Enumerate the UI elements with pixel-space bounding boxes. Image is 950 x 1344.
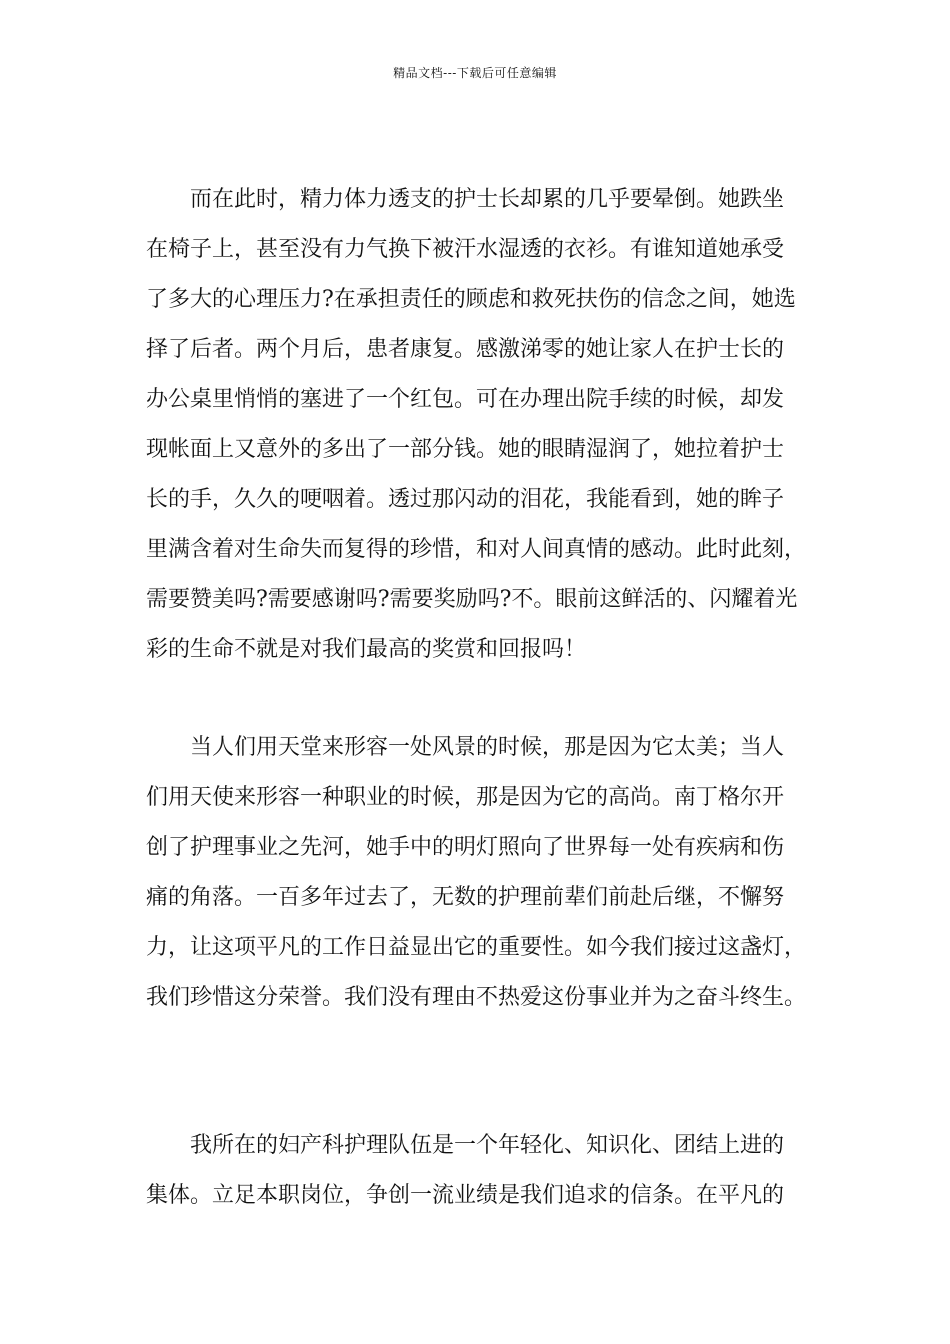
text-line: 里满含着对生命失而复得的珍惜，和对人间真情的感动。此时此刻， [146,537,807,562]
text-line: 痛的角落。一百多年过去了，无数的护理前辈们前赴后继，不懈努 [146,885,785,910]
text-line: 现帐面上又意外的多出了一部分钱。她的眼睛湿润了，她拉着护士 [146,437,785,462]
text-line: 办公桌里悄悄的塞进了一个红包。可在办理出院手续的时候，却发 [146,387,785,412]
text-line: 彩的生命不就是对我们最高的奖赏和回报吗！ [146,637,587,662]
text-line: 集体。立足本职岗位，争创一流业绩是我们追求的信条。在平凡的 [146,1183,785,1208]
text-line: 择了后者。两个月后，患者康复。感激涕零的她让家人在护士长的 [146,337,785,362]
text-line: 在椅子上，甚至没有力气换下被汗水湿透的衣衫。有谁知道她承受 [146,237,785,262]
text-line: 而在此时，精力体力透支的护士长却累的几乎要晕倒。她跌坐 [190,187,785,212]
text-line: 力，让这项平凡的工作日益显出它的重要性。如今我们接过这盏灯， [146,935,807,960]
text-line: 需要赞美吗?需要感谢吗?需要奖励吗?不。眼前这鲜活的、闪耀着光 [146,587,798,612]
paragraph-2 [146,723,826,1023]
text-line: 长的手，久久的哽咽着。透过那闪动的泪花，我能看到，她的眸子 [146,487,785,512]
text-line: 我们珍惜这分荣誉。我们没有理由不热爱这份事业并为之奋斗终生。 [146,985,807,1010]
page-header: 精品文档---下载后可任意编辑 [393,66,557,80]
text-line: 我所在的妇产科护理队伍是一个年轻化、知识化、团结上进的 [190,1133,785,1158]
text-line: 了多大的心理压力?在承担责任的顾虑和救死扶伤的信念之间，她选 [146,287,796,312]
paragraph-1 [146,175,826,675]
paragraph-3 [146,1121,826,1221]
text-line: 当人们用天堂来形容一处风景的时候，那是因为它太美；当人 [190,735,785,760]
text-line: 们用天使来形容一种职业的时候，那是因为它的高尚。南丁格尔开 [146,785,785,810]
text-line: 创了护理事业之先河，她手中的明灯照向了世界每一处有疾病和伤 [146,835,785,860]
